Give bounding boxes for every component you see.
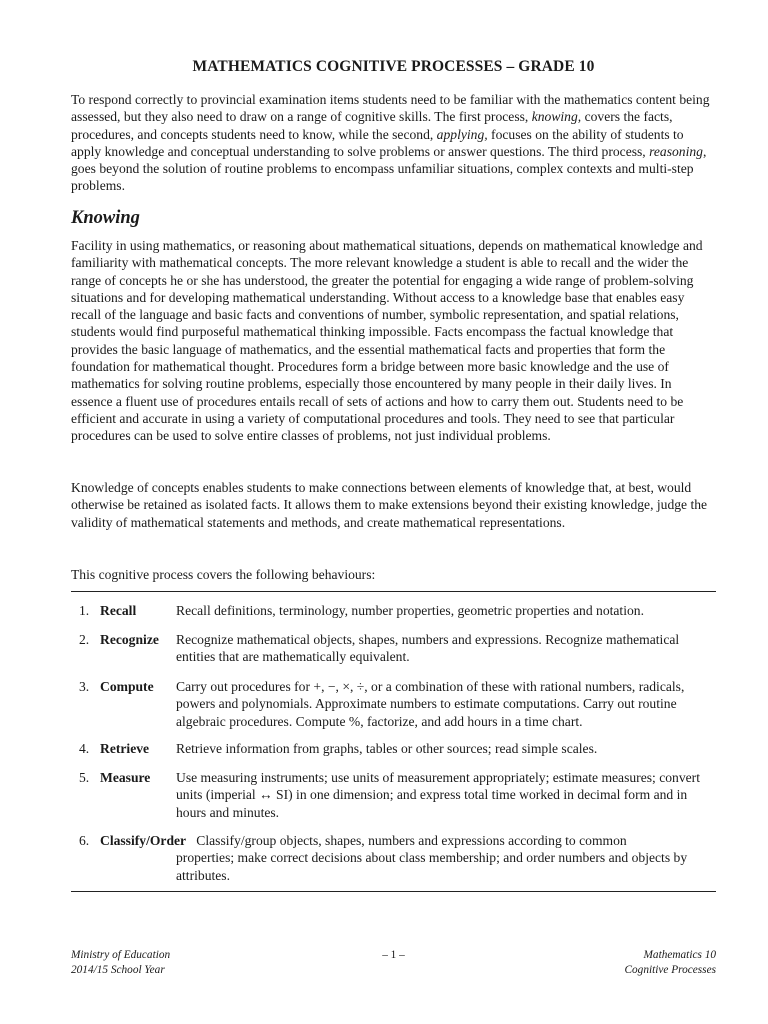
behaviour-name: Recognize	[100, 632, 159, 647]
footer-school-year: 2014/15 School Year	[71, 963, 165, 976]
behaviour-name: Measure	[100, 770, 151, 785]
page-title: MATHEMATICS COGNITIVE PROCESSES – GRADE 10	[192, 58, 595, 75]
footer-course: Mathematics 10	[643, 949, 716, 961]
behaviour-item-measure	[71, 769, 716, 821]
behaviour-description: Use measuring instruments; use units of measurement appropriately; estimate measures; convert units (imperial ↔ SI) in one dimension; and express total time worked in decimal form and in hours and minutes.	[176, 770, 700, 820]
behaviour-description: Carry out procedures for +, −, ×, ÷, or a combination of these with rational numbers, radicals, powers and polynomials. Approximate numbers to estimate computations. Carry out routine algebraic procedures. Compute %, factorize, and add hours in a time chart.	[176, 679, 685, 729]
intro-text-3: focuses on the ability of students to apply knowledge and conceptual understanding to solve problems or answer questions. The third process,	[71, 126, 684, 159]
intro-text-4: , goes beyond the solution of routine problems to encompass unfamiliar situations, complex contexts and multi-step problems.	[71, 143, 707, 194]
footer-section: Cognitive Processes	[624, 963, 716, 976]
knowing-paragraph-1: Facility in using mathematics, or reasoning about mathematical situations, depends on mathematical knowledge and familiarity with mathematical concepts. The more relevant knowledge a student is able to recall and the wider the range of concepts he or she has understood, the greater the potential for engaging a wide range of problem-solving situations and for developing mathematical understanding. Without access to a knowledge base that enables easy recall of the language and basic facts and conventions of number, symbolic representation, and spatial relations, students would find purposeful mathematical thinking impossible. Facts encompass the factual knowledge that provides the basic language of mathematics, and the essential mathematical facts and properties that form the foundation for mathematical thought. Procedures form a bridge between more basic knowledge and the use of mathematics for solving routine problems, especially those encountered by many people in their daily lives. In essence a fluent use of procedures entails recall of sets of actions and how to carry them out. Students need to be efficient and accurate in using a variety of computational procedures and tools. They need to see that particular procedures can be used to solve entire classes of problems, not just individual problems.	[71, 238, 703, 444]
page-number: – 1 –	[382, 949, 405, 961]
intro-emphasis-knowing: knowing,	[531, 109, 582, 125]
behaviours-intro: This cognitive process covers the following behaviours:	[71, 567, 376, 582]
intro-text-1: To respond correctly to provincial examination items students need to be familiar with the mathematics content being assessed, but they also need to draw on a range of cognitive skills. The first process,	[71, 92, 710, 125]
intro-paragraph	[71, 91, 716, 195]
behaviour-number: 5.	[79, 770, 90, 785]
table-bottom-rule	[71, 891, 716, 892]
section-heading-knowing: Knowing	[71, 208, 140, 228]
behaviour-item-retrieve	[71, 740, 716, 757]
behaviour-description: Recall definitions, terminology, number properties, geometric properties and notation.	[176, 603, 644, 618]
behaviour-name: Retrieve	[100, 741, 150, 756]
footer-right	[624, 948, 716, 977]
behaviour-item-classify-order	[71, 832, 716, 884]
behaviour-name: Classify/Order	[100, 833, 187, 848]
behaviour-number: 3.	[79, 679, 90, 694]
behaviour-name: Recall	[100, 603, 137, 618]
behaviour-name: Compute	[100, 679, 154, 694]
behaviour-item-recall	[71, 602, 716, 619]
behaviour-description-rest: properties; make correct decisions about class membership; and order numbers and objects by attributes.	[176, 850, 688, 883]
intro-emphasis-reasoning: reasoning	[649, 143, 703, 159]
knowing-paragraph-2: Knowledge of concepts enables students to make connections between elements of knowledge that, at best, would otherwise be retained as isolated facts. It allows them to make extensions beyond their existing knowledge, judge the validity of mathematical statements and methods, and create mathematical representations.	[71, 480, 708, 530]
behaviour-item-recognize	[71, 631, 716, 666]
behaviour-number: 2.	[79, 632, 90, 647]
behaviour-number: 4.	[79, 741, 90, 756]
table-top-rule	[71, 591, 716, 592]
behaviour-description: Retrieve information from graphs, tables or other sources; read simple scales.	[176, 741, 598, 756]
behaviour-number: 1.	[79, 603, 90, 618]
intro-text-2: covers the facts, procedures, and concepts students need to know, while the second,	[71, 109, 673, 142]
intro-emphasis-applying: applying,	[436, 126, 488, 142]
behaviour-item-compute	[71, 678, 716, 730]
behaviour-description-first: Classify/group objects, shapes, numbers and expressions according to common	[196, 833, 627, 848]
behaviour-number: 6.	[79, 833, 90, 848]
behaviour-first-line	[100, 832, 716, 849]
behaviour-description: Recognize mathematical objects, shapes, numbers and expressions. Recognize mathematical entities that are mathematically equivalent.	[176, 632, 680, 665]
footer-ministry: Ministry of Education	[71, 949, 171, 961]
